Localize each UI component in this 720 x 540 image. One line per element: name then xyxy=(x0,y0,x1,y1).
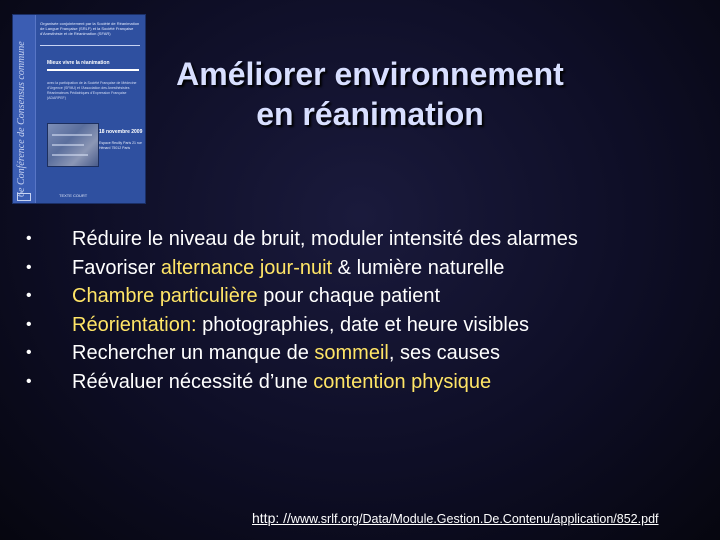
bullet-dot: • xyxy=(26,372,32,390)
cover-photo-stripe xyxy=(52,154,88,156)
bullet-item xyxy=(26,282,578,311)
source-link[interactable] xyxy=(252,510,659,526)
bullet-text: photographies, date et heure visibles xyxy=(196,313,529,336)
bullet-text: & lumière naturelle xyxy=(332,256,505,279)
cover-thumbnail xyxy=(12,14,146,204)
cover-body-text: avec la participation de la Société Française de Médecine d'Urgence (SFMU) et l'Association des Anesthésistes Réanimateurs Pédiatriques d'Expression Française (ADARPEF) xyxy=(47,81,137,100)
bullet-text: Réduire le niveau de bruit, moduler intensité des alarmes xyxy=(72,228,578,250)
bullet-highlight-text: alternance jour-nuit xyxy=(160,256,333,279)
cover-footer: TEXTE COURT xyxy=(59,193,88,198)
bullet-dot: • xyxy=(26,258,32,276)
cover-photo-stripe xyxy=(52,144,84,146)
slide-title xyxy=(140,54,600,134)
bullet-dot: • xyxy=(26,344,32,361)
bullet-item xyxy=(26,339,578,368)
bullet-highlight-text: contention physique xyxy=(313,370,492,393)
bullet-highlight-text: Réorientation: xyxy=(72,313,197,336)
bullet-text: Réévaluer nécessité d’une xyxy=(72,370,314,393)
bullet-dot: • xyxy=(26,287,32,304)
bullet-dot: • xyxy=(26,230,32,247)
cover-date: 18 novembre 2009 xyxy=(99,129,143,135)
cover-photo xyxy=(47,123,99,167)
bullet-item xyxy=(26,225,578,254)
cover-header-text: Organisée conjointement par la Société de Réanimation de Langue Française (SRLF) et la Société Française d'Anesthésie et de Réanimation (SFAR) xyxy=(40,21,140,36)
bullet-list xyxy=(26,225,578,396)
bullet-item xyxy=(26,254,578,283)
cover-place: Espace Reuilly Paris 21 rue Hénard 75012 Paris xyxy=(99,141,142,150)
cover-photo-stripe xyxy=(52,134,92,136)
source-link-prefix: http: // xyxy=(252,510,291,526)
slide-title-line-1: Améliorer environnement xyxy=(176,56,564,92)
bullet-item xyxy=(26,311,578,340)
bullet-item xyxy=(26,368,578,397)
slide-title-line-2: en réanimation xyxy=(256,96,484,132)
bullet-text: , ses causes xyxy=(388,342,500,364)
bullet-text: Rechercher un manque de xyxy=(72,342,315,364)
cover-title: Mieux vivre la réanimation xyxy=(47,60,110,66)
cover-divider xyxy=(40,45,140,46)
bullet-dot: • xyxy=(26,315,32,333)
cover-title-underline xyxy=(47,69,139,71)
source-link-path: www.srlf.org/Data/Module.Gestion.De.Contenu/application/852.pdf xyxy=(290,512,659,526)
cover-logo-icon xyxy=(17,193,31,201)
cover-side-text: 6e Conférence de Consensus commune xyxy=(16,41,27,197)
bullet-highlight-text: Chambre particulière xyxy=(72,285,258,307)
bullet-highlight-text: sommeil xyxy=(314,342,389,364)
bullet-text: pour chaque patient xyxy=(257,285,441,307)
bullet-text: Favoriser xyxy=(72,256,161,279)
